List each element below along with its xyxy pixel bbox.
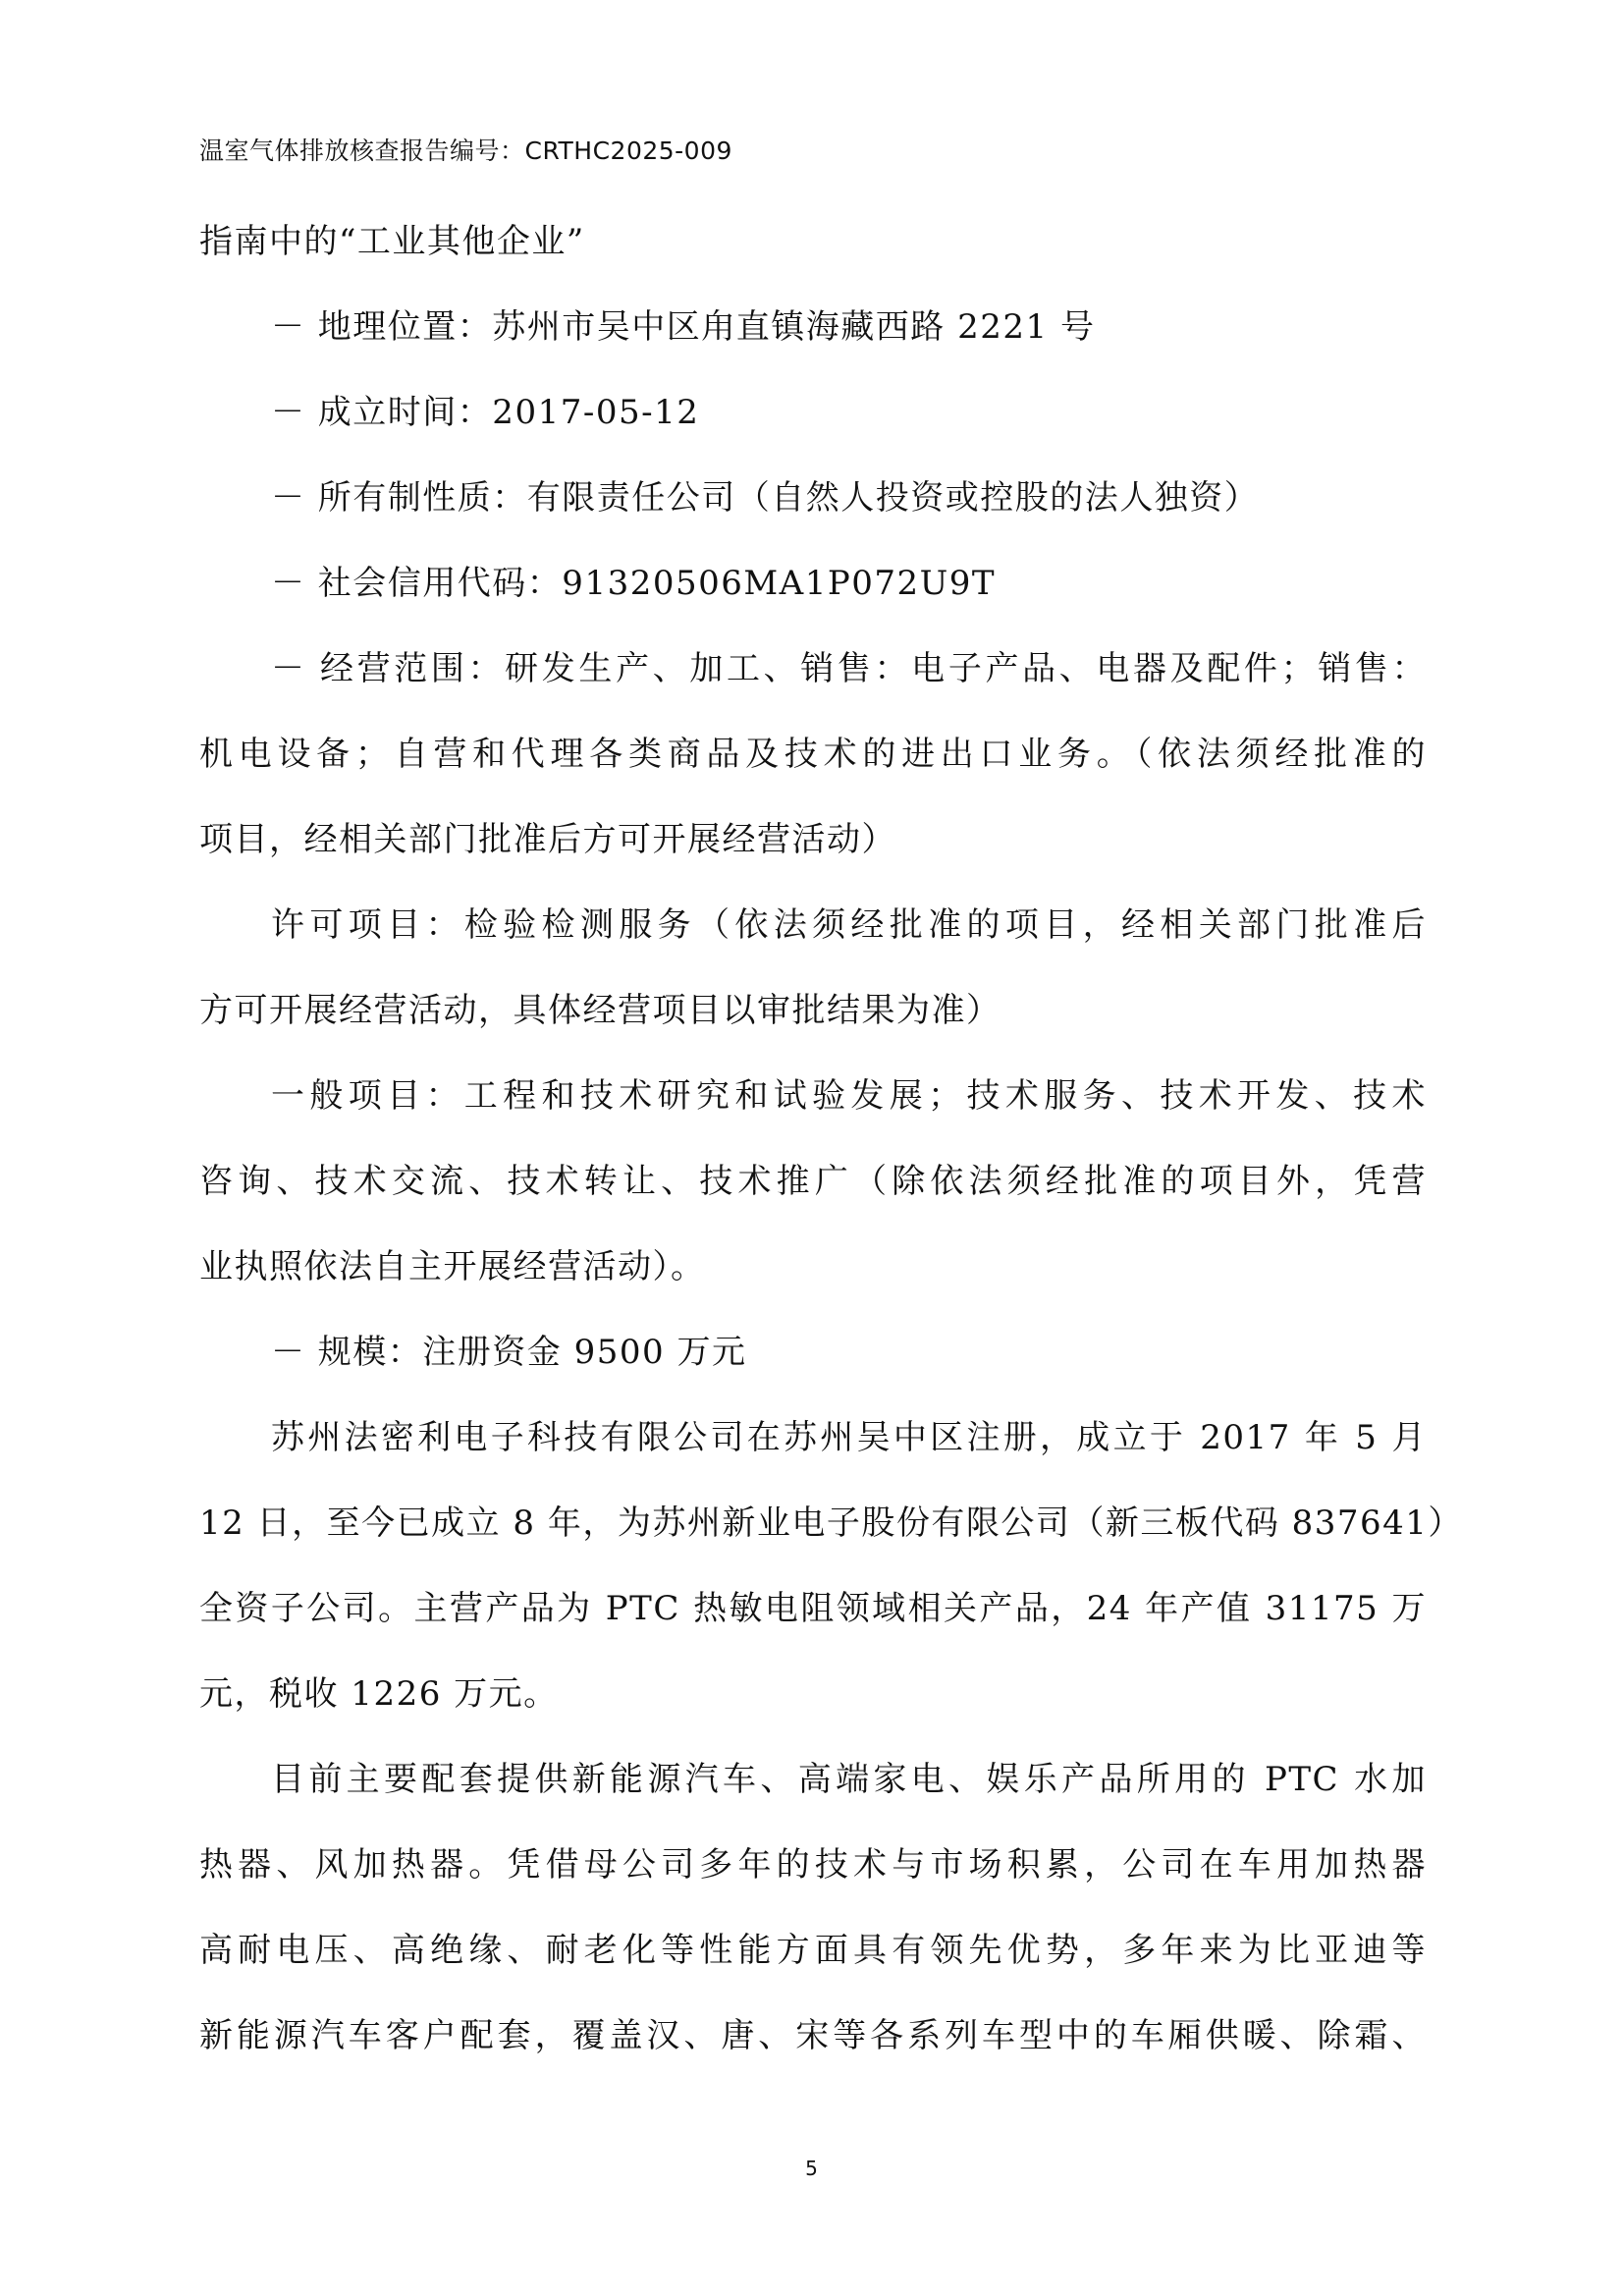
text-line: 热器、风加热器。凭借母公司多年的技术与市场积累，公司在车用加热器 [199, 1845, 1427, 1885]
text-line: 新能源汽车客户配套，覆盖汉、唐、宋等各系列车型中的车厢供暖、除霜、 [199, 2016, 1427, 2055]
text-line: － 所有制性质：有限责任公司（自然人投资或控股的法人独资） [271, 478, 1260, 518]
text-line: 高耐电压、高绝缘、耐老化等性能方面具有领先优势，多年来为比亚迪等 [199, 1931, 1427, 1970]
text-line: 许可项目：检验检测服务（依法须经批准的项目，经相关部门批准后 [271, 905, 1427, 945]
text-line: － 地理位置：苏州市吴中区甪直镇海藏西路 2221 号 [271, 307, 1096, 347]
text-line: 12 日，至今已成立 8 年，为苏州新业电子股份有限公司（新三板代码 837641） [199, 1503, 1463, 1543]
text-line: 咨询、技术交流、技术转让、技术推广（除依法须经批准的项目外，凭营 [199, 1162, 1427, 1201]
text-line: － 社会信用代码：91320506MA1P072U9T [271, 564, 997, 603]
text-line: 全资子公司。主营产品为 PTC 热敏电阻领域相关产品，24 年产值 31175 万 [199, 1589, 1427, 1628]
report-number-header: 温室气体排放核查报告编号：CRTHC2025-009 [199, 137, 732, 165]
text-line: － 规模：注册资金 9500 万元 [271, 1333, 747, 1372]
text-line: 苏州法密利电子科技有限公司在苏州吴中区注册，成立于 2017 年 5 月 [271, 1418, 1427, 1457]
text-line: 机电设备；自营和代理各类商品及技术的进出口业务。（依法须经批准的 [199, 735, 1427, 774]
text-line: 元，税收 1226 万元。 [199, 1674, 559, 1714]
text-line: 业执照依法自主开展经营活动）。 [199, 1247, 706, 1286]
text-line: － 经营范围：研发生产、加工、销售：电子产品、电器及配件；销售： [271, 649, 1427, 688]
text-line: － 成立时间：2017-05-12 [271, 393, 700, 432]
text-line: 一般项目：工程和技术研究和试验发展；技术服务、技术开发、技术 [271, 1076, 1427, 1116]
page-number: 5 [805, 2157, 818, 2180]
text-line: 项目，经相关部门批准后方可开展经营活动） [199, 820, 896, 859]
text-line: 目前主要配套提供新能源汽车、高端家电、娱乐产品所用的 PTC 水加 [271, 1760, 1427, 1799]
text-line: 方可开展经营活动，具体经营项目以审批结果为准） [199, 991, 1001, 1030]
text-line: 指南中的“工业其他企业” [199, 222, 585, 261]
